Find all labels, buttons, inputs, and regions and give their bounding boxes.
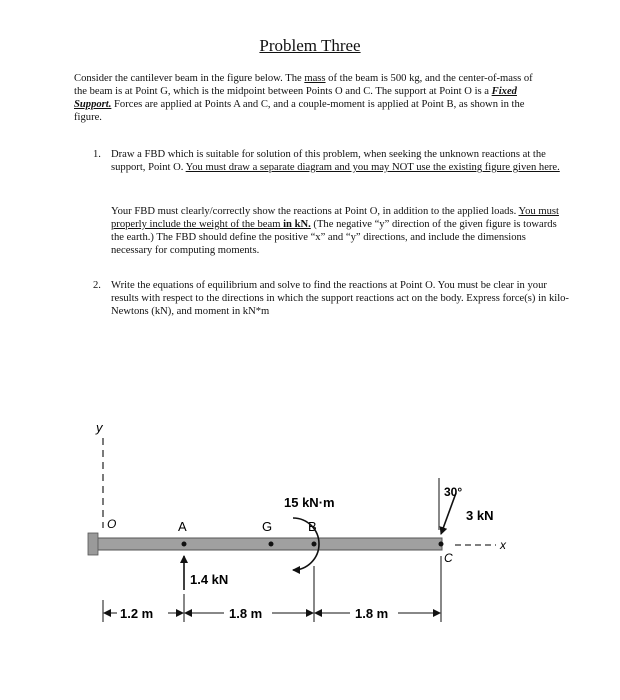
- dim-label-3: 1.8 m: [355, 606, 389, 621]
- item-1-text-a2: You must draw a separate diagram and you may NOT use the existing figure given here.: [185, 162, 560, 173]
- intro-text-1: Consider the cantilever beam in the figure below. The: [74, 73, 305, 84]
- item-1-text-b3: in kN.: [283, 219, 311, 230]
- intro-fixed-support: Fixed Support.: [74, 86, 517, 110]
- item-1-number: 1.: [93, 149, 101, 160]
- label-o: O: [107, 517, 117, 531]
- label-c: C: [444, 551, 453, 565]
- force-c-arrow: [441, 493, 456, 534]
- intro-mass: mass: [304, 73, 326, 84]
- intro-text-3: of the beam is 500 kg, and the center-of-mass of the beam is at Point G, which is the midpoint between Points O and C. The support at Point O is a: [74, 73, 533, 97]
- intro-text-5: Forces are applied at Points A and C, and a couple-moment is applied at Point B, as shown in the figure.: [74, 99, 525, 123]
- page-title: Problem Three: [259, 36, 361, 55]
- point-g-dot: [269, 542, 274, 547]
- dim-label-2: 1.8 m: [229, 606, 263, 621]
- beam: [90, 538, 442, 550]
- item-1-text-b1: Your FBD must clearly/correctly show the reactions at Point O, in addition to the applied loads.: [111, 206, 519, 217]
- fixed-support: [88, 533, 98, 555]
- item-1-text-a1: Draw a FBD which is suitable for solution of this problem, when seeking the unknown reactions at the support, Point O.: [111, 149, 546, 173]
- label-g: G: [262, 519, 273, 534]
- item-1-text-b4: (The negative “y” direction of the given figure is towards the earth.) The FBD should define the positive “x” and “y” directions, and include the dimensions necessary for computing moments.: [111, 219, 557, 256]
- force-a-label: 1.4 kN: [190, 572, 229, 587]
- point-b-dot: [312, 542, 317, 547]
- label-b: B: [308, 519, 317, 534]
- point-a-dot: [182, 542, 187, 547]
- angle-label: 30°: [444, 485, 463, 499]
- moment-label: 15 kN·m: [284, 495, 335, 510]
- label-a: A: [178, 519, 187, 534]
- force-c-label: 3 kN: [466, 508, 494, 523]
- y-axis-label: y: [96, 420, 103, 435]
- item-1-text-b2: You must properly include the weight of the beam: [111, 206, 559, 230]
- point-c-dot: [439, 542, 444, 547]
- item-2-number: 2.: [93, 280, 101, 291]
- dim-label-1: 1.2 m: [120, 606, 154, 621]
- item-2-text: Write the equations of equilibrium and solve to find the reactions at Point O. You must be clear in your results with respect to the directions in which the support reactions act on the body. Express force(s) in kilo-Newtons (kN), and moment in kN*m: [111, 280, 569, 317]
- x-axis-label: x: [500, 538, 506, 552]
